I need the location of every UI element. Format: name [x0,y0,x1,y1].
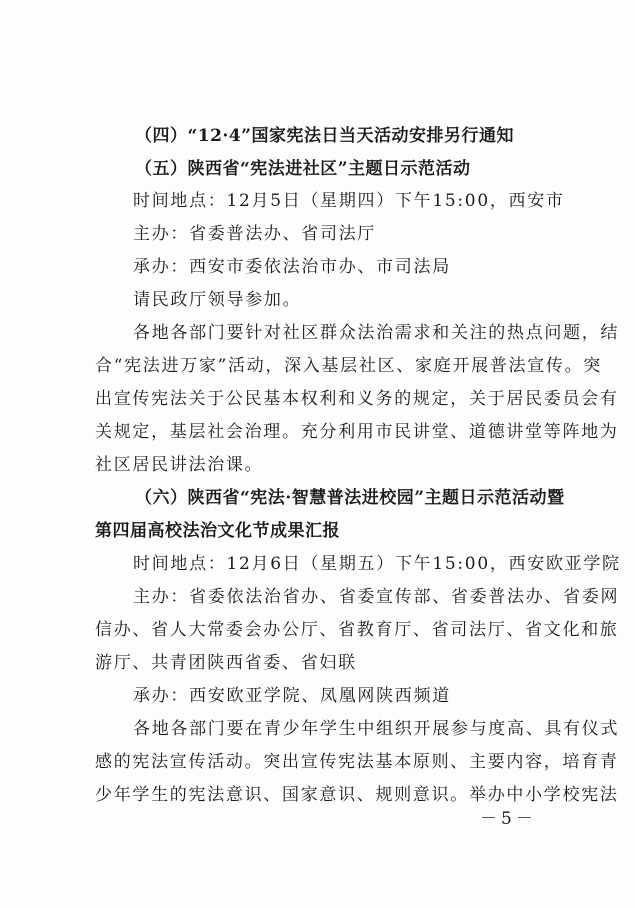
time-location-line: 时间地点：12月6日（星期五）下午15:00，西安欧亚学院 [133,554,621,574]
heading-section-4: （四）“12·4”国家宪法日当天活动安排另行通知 [135,126,514,146]
paragraph-line: 关规定，基层社会治理。充分利用市民讲堂、道德讲堂等阵地为 [95,422,619,442]
paragraph-line: 社区居民讲法治课。 [95,455,264,475]
co-organizer-line: 承办：西安欧亚学院、凤凰网陕西频道 [133,686,451,706]
organizer-line: 主办：省委普法办、省司法厅 [133,224,377,244]
organizer-line-continued: 游厅、共青团陕西省委、省妇联 [95,653,357,673]
organizer-line: 主办：省委依法治省办、省委宣传部、省委普法办、省委网 [133,587,620,607]
organizer-line-continued: 信办、省人大常委会办公厅、省教育厅、省司法厅、省文化和旅 [95,620,619,640]
paragraph-line: 感的宪法宣传活动。突出宣传宪法基本原则、主要内容，培育青 [95,752,619,772]
co-organizer-line: 承办：西安市委依法治市办、市司法局 [133,257,451,277]
page-number: －5－ [480,809,537,829]
paragraph-line: 各地各部门要在青少年学生中组织开展参与度高、具有仪式 [133,719,620,739]
paragraph-line: 合“宪法进万家”活动，深入基层社区、家庭开展普法宣传。突 [95,356,602,376]
attendance-line: 请民政厅领导参加。 [133,290,302,310]
paragraph-line: 各地各部门要针对社区群众法治需求和关注的热点问题，结 [133,323,620,343]
heading-section-6-continued: 第四届高校法治文化节成果汇报 [95,521,340,541]
heading-section-5: （五）陕西省“宪法进社区”主题日示范活动 [135,159,471,179]
heading-section-6: （六）陕西省“宪法·智慧普法进校园”主题日示范活动暨 [135,488,565,508]
time-location-line: 时间地点：12月5日（星期四）下午15:00，西安市 [133,191,565,211]
paragraph-line: 出宣传宪法关于公民基本权利和义务的规定，关于居民委员会有 [95,389,619,409]
paragraph-line: 少年学生的宪法意识、国家意识、规则意识。举办中小学校宪法 [95,785,619,805]
